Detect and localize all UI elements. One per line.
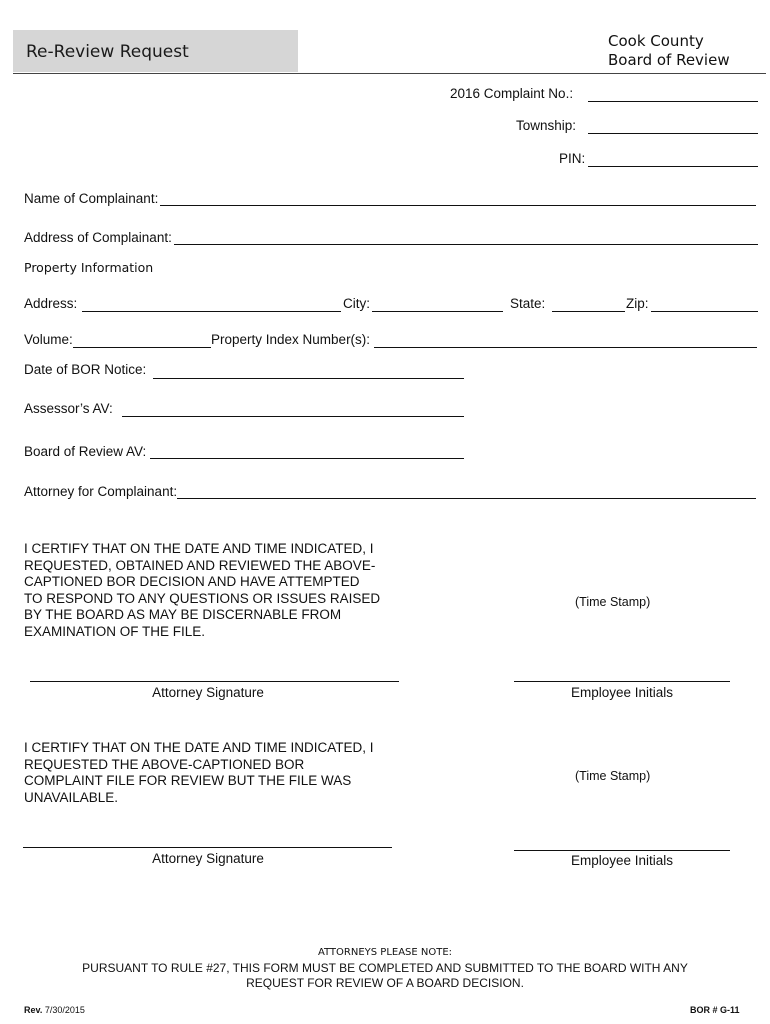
complainant-name-label: Name of Complainant:: [24, 191, 159, 206]
pin-field[interactable]: [588, 150, 758, 167]
time-stamp-1: (Time Stamp): [575, 595, 651, 609]
time-stamp-2: (Time Stamp): [575, 769, 651, 783]
state-field[interactable]: [552, 295, 625, 312]
complaint-no-label: 2016 Complaint No.:: [450, 86, 574, 101]
cert-1-line: CAPTIONED BOR DECISION AND HAVE ATTEMPTED: [24, 574, 360, 589]
note-heading: ATTORNEYS PLEASE NOTE:: [317, 947, 453, 958]
cert-1-line: TO RESPOND TO ANY QUESTIONS OR ISSUES RAISED: [24, 590, 381, 606]
employee-initials-2-label: Employee Initials: [570, 853, 674, 868]
cert-2-line: I CERTIFY THAT ON THE DATE AND TIME INDICATED, I: [24, 740, 374, 755]
pin-label: PIN:: [559, 151, 586, 166]
note-line-2: REQUEST FOR REVIEW OF A BOARD DECISION.: [246, 976, 524, 990]
bor-notice-field[interactable]: [153, 362, 464, 379]
bor-av-label: Board of Review AV:: [24, 444, 147, 459]
cert-1-line: I CERTIFY THAT ON THE DATE AND TIME INDICATED, I: [24, 541, 374, 556]
state-label: State:: [510, 296, 546, 311]
property-address-label: Address:: [24, 296, 78, 311]
header-divider: [13, 73, 766, 74]
complaint-no-field[interactable]: [588, 85, 758, 102]
complainant-address-field[interactable]: [174, 228, 758, 245]
cert-2-line: COMPLAINT FILE FOR REVIEW BUT THE FILE WAS: [24, 773, 352, 788]
agency-name: [608, 32, 730, 70]
certification-2-text: [24, 740, 374, 806]
attorney-signature-2-label: Attorney Signature: [152, 851, 264, 866]
revision-info: [24, 1005, 85, 1016]
township-label: Township:: [516, 118, 577, 133]
property-index-field[interactable]: [374, 331, 757, 348]
property-section-label: Property Information: [24, 260, 154, 275]
complainant-name-field[interactable]: [160, 189, 756, 206]
agency-line-1: Cook County: [608, 32, 704, 50]
cert-1-line: REQUESTED, OBTAINED AND REVIEWED THE ABOVE-: [24, 557, 376, 573]
attorney-signature-2-line[interactable]: [23, 847, 392, 848]
attorney-signature-1-line[interactable]: [30, 681, 399, 682]
city-field[interactable]: [372, 295, 503, 312]
employee-initials-2-line[interactable]: [514, 850, 730, 851]
attorney-for-complainant-field[interactable]: [177, 482, 756, 499]
attorney-for-complainant-label: Attorney for Complainant:: [24, 484, 178, 499]
complainant-address-label: Address of Complainant:: [24, 230, 172, 245]
note-line-1: PURSUANT TO RULE #27, THIS FORM MUST BE COMPLETED AND SUBMITTED TO THE BOARD WITH ANY: [82, 961, 688, 975]
assessor-av-label: Assessor’s AV:: [24, 401, 113, 416]
agency-line-2: Board of Review: [608, 51, 730, 69]
property-index-label: Property Index Number(s):: [211, 332, 371, 347]
zip-field[interactable]: [651, 295, 758, 312]
cert-1-line: BY THE BOARD AS MAY BE DISCERNABLE FROM: [24, 607, 342, 622]
township-field[interactable]: [588, 117, 758, 134]
employee-initials-1-line[interactable]: [514, 681, 730, 682]
cert-1-line: EXAMINATION OF THE FILE.: [24, 623, 206, 639]
city-label: City:: [343, 296, 370, 311]
form-title: Re-Review Request: [26, 42, 189, 62]
certification-1-text: [24, 541, 380, 640]
employee-initials-1-label: Employee Initials: [570, 685, 674, 700]
cert-2-line: REQUESTED THE ABOVE-CAPTIONED BOR: [24, 756, 305, 772]
volume-field[interactable]: [73, 331, 211, 348]
assessor-av-field[interactable]: [122, 400, 464, 417]
property-address-field[interactable]: [82, 295, 341, 312]
zip-label: Zip:: [626, 296, 649, 311]
rev-date: 7/30/2015: [44, 1005, 85, 1015]
attorney-signature-1-label: Attorney Signature: [152, 685, 264, 700]
form-number: BOR # G-11: [690, 1005, 740, 1015]
bor-notice-label: Date of BOR Notice:: [24, 362, 147, 377]
bor-av-field[interactable]: [150, 442, 464, 459]
rev-label: Rev.: [24, 1005, 43, 1015]
volume-label: Volume:: [24, 332, 73, 347]
cert-2-line: UNAVAILABLE.: [24, 789, 119, 805]
